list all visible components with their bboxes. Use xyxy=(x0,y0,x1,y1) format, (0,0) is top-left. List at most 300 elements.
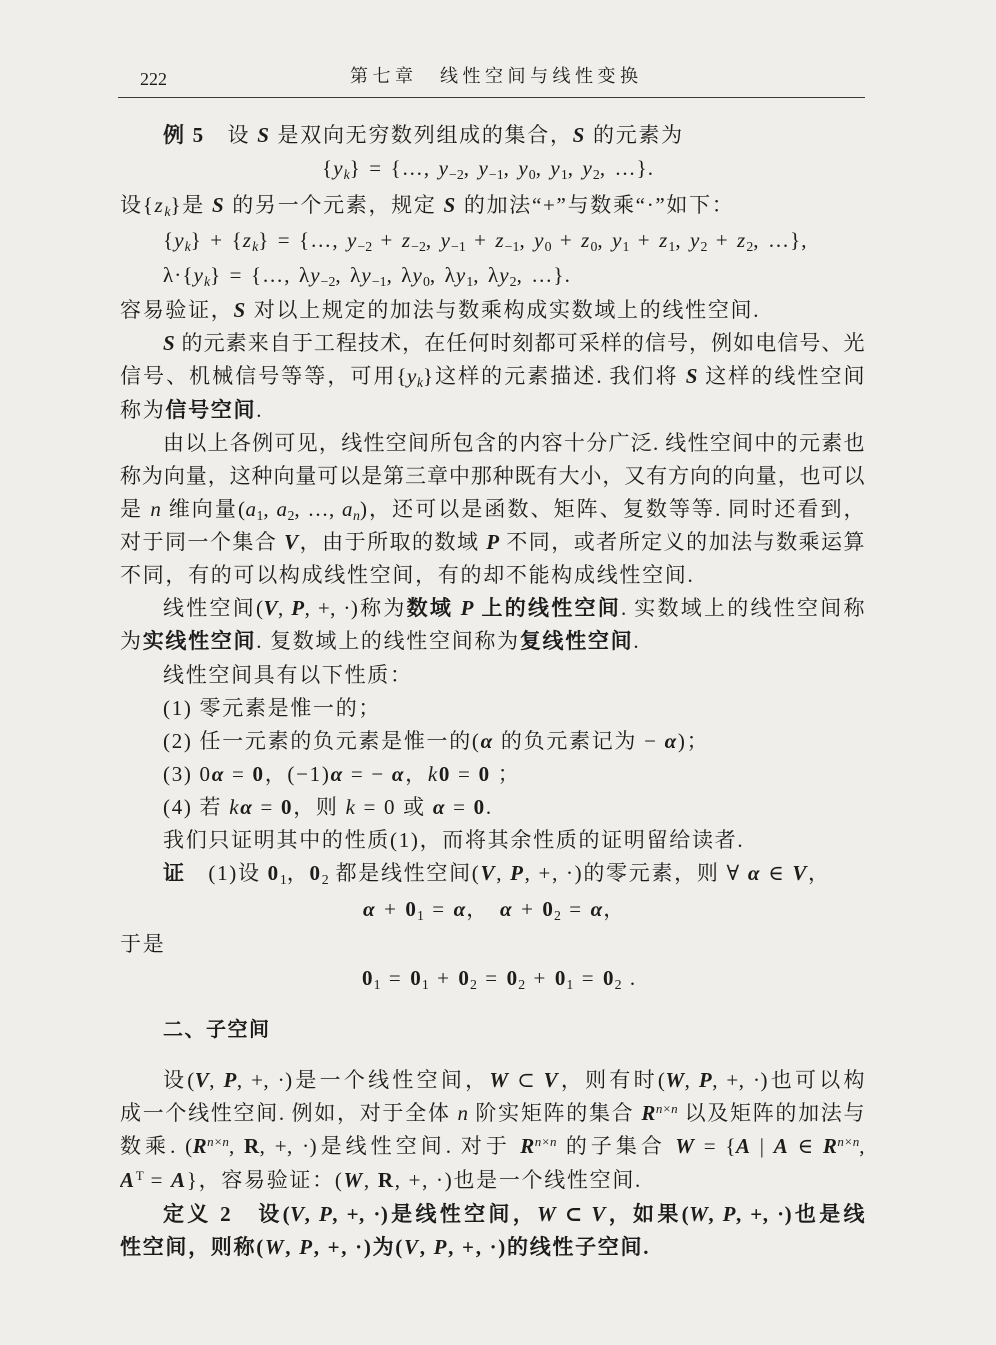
text-run: | xyxy=(750,1134,774,1158)
text-run: ⊂ xyxy=(556,1202,592,1226)
text-run: 成一个线性空间. 例如，对于全体 xyxy=(120,1101,458,1125)
subscript: 1 xyxy=(668,239,676,255)
text-run: ∈ xyxy=(788,1134,823,1158)
math-bold-italic: W xyxy=(537,1202,557,1226)
subscript: k xyxy=(252,239,259,255)
math-italic: k xyxy=(427,762,439,786)
bold-text: 0 xyxy=(405,897,417,921)
bold-text: 0 xyxy=(603,966,615,990)
subscript: 0 xyxy=(422,274,430,290)
paragraph-line xyxy=(120,559,865,592)
math-bold-italic: α xyxy=(664,729,678,753)
math-bold-italic: S xyxy=(685,364,698,388)
text-run: , +, ·)的线性子空间. xyxy=(448,1235,651,1259)
math-bold-italic: V xyxy=(263,596,279,620)
math-italic: n xyxy=(150,497,162,521)
example-5-line-1 xyxy=(163,119,865,152)
bold-text: 0 xyxy=(362,966,374,990)
math-bold-italic: A xyxy=(171,1168,187,1192)
text-run: , xyxy=(519,228,535,252)
text-run: , +, ·)也是一个线性空间. xyxy=(394,1168,642,1192)
text-run: 对于同一个集合 xyxy=(120,530,285,554)
text-run: = xyxy=(380,966,411,990)
text-run: (2) 任一元素的负元素是惟一的( xyxy=(163,729,481,753)
text-run: , λ xyxy=(473,263,500,287)
bold-text: 0 xyxy=(542,897,554,921)
text-run: . xyxy=(485,795,493,819)
subscript: 1 xyxy=(566,977,574,993)
math-italic: y xyxy=(550,156,561,180)
text-run: ， xyxy=(286,861,310,885)
math-bold-italic: W xyxy=(489,1068,509,1092)
subscript: −2 xyxy=(449,167,464,183)
subscript: −2 xyxy=(320,274,336,290)
bold-text: 0 xyxy=(281,795,294,819)
paragraph-line xyxy=(120,360,865,393)
text-run: } = {…, xyxy=(349,156,439,180)
math-bold-italic: V xyxy=(403,1235,420,1259)
text-run: , xyxy=(859,1134,865,1158)
math-bold-italic: α xyxy=(453,897,467,921)
math-bold-italic: W xyxy=(264,1235,286,1259)
math-italic: y xyxy=(412,263,423,287)
math-italic: z xyxy=(737,228,747,252)
math-italic: y xyxy=(455,263,467,287)
subscript: 2 xyxy=(321,872,329,888)
math-bold-italic: S xyxy=(163,331,176,355)
text-run: , xyxy=(463,156,479,180)
text-run: = xyxy=(423,897,454,921)
bold-text: 上的线性空间 xyxy=(474,596,621,620)
math-italic: k xyxy=(229,795,241,819)
subscript: k xyxy=(184,239,191,255)
text-run: )，还可以是函数、矩阵、复数等等. 同时还看到， xyxy=(359,497,865,521)
math-italic: z xyxy=(495,228,505,252)
math-italic: y xyxy=(440,228,452,252)
text-run: ，如果( xyxy=(605,1202,690,1226)
text-run: + xyxy=(512,897,543,921)
text-run: 称为 xyxy=(120,398,166,422)
sequence-formula xyxy=(322,152,865,185)
math-bold-italic: α xyxy=(590,897,604,921)
math-bold-italic: P xyxy=(291,596,305,620)
subscript: 1 xyxy=(256,508,264,524)
text-run: = − xyxy=(343,762,392,786)
math-bold-italic: R xyxy=(192,1134,208,1158)
math-bold-italic: P xyxy=(510,861,525,885)
subscript: 2 xyxy=(746,239,754,255)
text-run: 是 xyxy=(120,497,151,521)
paragraph-line xyxy=(120,460,865,493)
bold-text: 0 xyxy=(438,762,452,786)
math-bold-italic: V xyxy=(543,1068,559,1092)
proof-line xyxy=(120,928,865,961)
superscript: n×n xyxy=(837,1133,860,1149)
text-run: 设 xyxy=(204,123,258,147)
text-run: , …}, xyxy=(753,228,808,252)
text-run: . xyxy=(256,398,264,422)
text-run: 以及矩阵的加法与 xyxy=(677,1101,865,1125)
paragraph-line xyxy=(163,592,865,625)
math-bold-italic: α xyxy=(211,762,226,786)
subscript: 2 xyxy=(614,977,622,993)
paragraph-line xyxy=(120,1097,865,1130)
math-bold-italic: α xyxy=(480,729,494,753)
text-run: 是双向无穷数列组成的集合， xyxy=(270,123,573,147)
math-bold-italic: P xyxy=(299,1235,314,1259)
text-run: 我们只证明其中的性质(1)，而将其余性质的证明留给读者. xyxy=(163,828,745,852)
text-run: , xyxy=(675,228,691,252)
text-run: . xyxy=(621,966,637,990)
property-item xyxy=(163,758,865,791)
subscript: 0 xyxy=(528,167,536,183)
definition-line xyxy=(163,1198,865,1231)
text-run: = xyxy=(446,795,474,819)
math-bold-italic: R xyxy=(520,1134,535,1158)
subscript: 2 xyxy=(470,977,477,993)
text-run: 由以上各例可见，线性空间所包含的内容十分广泛. 线性空间中的元素也 xyxy=(163,431,865,455)
text-run: = 0 或 xyxy=(356,795,433,819)
math-bold-italic: P xyxy=(223,1068,237,1092)
text-run: , xyxy=(425,228,441,252)
math-bold-italic: α xyxy=(391,762,406,786)
math-bold-italic: α xyxy=(747,861,762,885)
text-run: , …}. xyxy=(516,263,571,287)
math-bold-italic: P xyxy=(698,1068,713,1092)
math-italic: y xyxy=(361,263,372,287)
text-run: 容易验证， xyxy=(120,298,234,322)
proof-formula xyxy=(362,962,865,995)
math-bold-italic: S xyxy=(572,123,587,147)
subscript: 0 xyxy=(590,239,598,255)
text-run: 这样的线性空间 xyxy=(697,364,865,388)
math-bold-italic: V xyxy=(290,1202,305,1226)
math-italic: y xyxy=(534,228,545,252)
chapter-title: 第七章 线性空间与线性变换 xyxy=(350,66,643,87)
bold-text: R xyxy=(377,1168,395,1192)
bold-text: 0 xyxy=(554,966,567,990)
text-run: , +, ·)是一个线性空间， xyxy=(236,1068,490,1092)
text-run: + xyxy=(428,966,459,990)
math-italic: y xyxy=(193,263,204,287)
text-run: 为 xyxy=(120,629,143,653)
subscript: 2 xyxy=(700,239,708,255)
math-italic: z xyxy=(401,228,412,252)
math-italic: z xyxy=(581,228,591,252)
text-run: = xyxy=(573,966,604,990)
math-italic: y xyxy=(478,156,489,180)
text-run: 的子集合 xyxy=(556,1134,676,1158)
property-item xyxy=(163,725,865,758)
math-bold-italic: W xyxy=(343,1168,364,1192)
bold-text: 数域 xyxy=(406,596,461,620)
subscript: 1 xyxy=(622,239,630,255)
subscript: 2 xyxy=(287,508,295,524)
text-run: 的另一个元素，规定 xyxy=(225,193,444,217)
text-run: } = {…, λ xyxy=(210,263,311,287)
math-italic: y xyxy=(499,263,510,287)
text-run: . 实数域上的线性空间称 xyxy=(621,596,865,620)
math-italic: y xyxy=(690,228,701,252)
text-run: = xyxy=(253,795,281,819)
text-run: , xyxy=(228,1134,244,1158)
text-run: (1)设 xyxy=(185,861,268,885)
text-run: = xyxy=(451,762,479,786)
subscript: 1 xyxy=(466,274,474,290)
subscript: 1 xyxy=(416,908,424,924)
math-italic: z xyxy=(659,228,669,252)
subscript: 2 xyxy=(592,167,600,183)
proof-formula xyxy=(363,893,865,926)
bold-text: 0 xyxy=(506,966,519,990)
bold-text: 0 xyxy=(267,861,280,885)
paragraph-line xyxy=(120,625,865,658)
bold-text: 例 5 xyxy=(163,123,205,147)
text-run: , xyxy=(597,228,613,252)
paragraph-line xyxy=(120,1164,865,1197)
math-bold-italic: R xyxy=(822,1134,838,1158)
math-bold-italic: α xyxy=(432,795,447,819)
paragraph-line xyxy=(163,1064,865,1097)
text-run: 线性空间( xyxy=(163,596,264,620)
text-run: + xyxy=(629,228,660,252)
math-bold-italic: P xyxy=(318,1202,333,1226)
text-run: 的加法“+”与数乘“·”如下： xyxy=(456,193,735,217)
text-run: , +, ·)也可以构 xyxy=(712,1068,865,1092)
bold-text: 证 xyxy=(163,861,186,885)
text-run: = { xyxy=(694,1134,736,1158)
math-italic: a xyxy=(245,497,257,521)
math-bold-italic: R xyxy=(641,1101,656,1125)
math-italic: y xyxy=(438,156,449,180)
math-bold-italic: W xyxy=(689,1202,709,1226)
text-run: (1) 零元素是惟一的； xyxy=(163,696,382,720)
subscript: 1 xyxy=(421,977,429,993)
math-bold-italic: α xyxy=(500,897,513,921)
text-run: }，容易验证：( xyxy=(186,1168,344,1192)
paragraph-line xyxy=(120,394,865,427)
text-run: ， xyxy=(405,762,428,786)
text-run: , xyxy=(285,1235,300,1259)
proof-line xyxy=(163,857,865,890)
subscript: k xyxy=(416,375,423,391)
text-run: , xyxy=(419,1235,434,1259)
subscript: −1 xyxy=(451,239,466,255)
text-run: ⊂ xyxy=(508,1068,544,1092)
section-heading: 二、子空间 xyxy=(163,1019,271,1041)
subscript: −1 xyxy=(371,274,387,290)
subscript: 0 xyxy=(544,239,552,255)
math-bold-italic: α xyxy=(240,795,254,819)
math-bold-italic: S xyxy=(211,193,226,217)
page-number: 222 xyxy=(140,69,167,89)
math-italic: y xyxy=(582,156,593,180)
math-bold-italic: A xyxy=(120,1168,136,1192)
math-italic: a xyxy=(276,497,288,521)
math-italic: y xyxy=(347,228,358,252)
text-run: . xyxy=(633,629,641,653)
text-run: + xyxy=(525,966,555,990)
superscript: n×n xyxy=(534,1133,557,1149)
text-run: ， xyxy=(466,897,500,921)
math-bold-italic: V xyxy=(194,1068,210,1092)
text-run: λ·{ xyxy=(163,263,194,287)
math-bold-italic: S xyxy=(443,193,457,217)
text-run: 的负元素记为 − xyxy=(493,729,665,753)
paragraph-line xyxy=(163,327,865,360)
text-run: (3) 0 xyxy=(163,762,212,786)
text-run: , …, xyxy=(294,497,343,521)
math-bold-italic: V xyxy=(480,861,497,885)
math-italic: y xyxy=(333,156,344,180)
text-run: , +, ·)也是线 xyxy=(736,1202,865,1226)
bold-text: 0 xyxy=(473,795,486,819)
text-run: , xyxy=(503,156,519,180)
text-run: , +, ·)的零元素，则 ∀ xyxy=(524,861,748,885)
text-run: 设( xyxy=(163,1068,195,1092)
math-bold-italic: S xyxy=(257,123,271,147)
text-run: ， xyxy=(603,897,626,921)
paragraph-line xyxy=(120,1130,865,1163)
text-run: } + { xyxy=(190,228,243,252)
subscript: k xyxy=(203,274,211,290)
math-bold-italic: P xyxy=(460,596,474,620)
text-run: 不同，或者所定义的加法与数乘运算 xyxy=(499,530,865,554)
text-run: , λ xyxy=(386,263,413,287)
text-run: (4) 若 xyxy=(163,795,230,819)
math-italic: y xyxy=(518,156,529,180)
text-run: , +, ·)称为 xyxy=(304,596,407,620)
text-run: , xyxy=(263,497,277,521)
property-item xyxy=(163,791,865,824)
math-italic: n xyxy=(457,1101,469,1125)
bold-text: 0 xyxy=(410,966,422,990)
math-bold-italic: A xyxy=(773,1134,789,1158)
math-bold-italic: S xyxy=(233,298,247,322)
text-run: }是 xyxy=(170,193,212,217)
text-run: , xyxy=(363,1168,378,1192)
subscript: −1 xyxy=(504,239,520,255)
text-run: 信号、机械信号等等，可用{ xyxy=(120,364,408,388)
text-run: , xyxy=(567,156,583,180)
text-run: + xyxy=(375,897,406,921)
text-run: , xyxy=(278,596,292,620)
text-run: + xyxy=(465,228,496,252)
text-run: 于是 xyxy=(120,932,166,956)
math-bold-italic: V xyxy=(591,1202,606,1226)
bold-text: 0 xyxy=(309,861,322,885)
text-run: 阶实矩阵的集合 xyxy=(468,1101,642,1125)
text-run: , +, ·)是线性空间. 对于 xyxy=(259,1134,521,1158)
superscript: n×n xyxy=(207,1133,229,1149)
math-bold-italic: P xyxy=(722,1202,736,1226)
text-run: }这样的元素描述. 我们将 xyxy=(423,364,686,388)
superscript: n×n xyxy=(655,1100,678,1116)
subscript: k xyxy=(343,167,350,183)
properties-intro xyxy=(163,659,865,692)
math-bold-italic: V xyxy=(792,861,809,885)
bold-text: R xyxy=(243,1134,260,1158)
text-run: + xyxy=(551,228,582,252)
text-run: , +, ·)为( xyxy=(313,1235,404,1259)
example-5-line-3 xyxy=(120,189,865,222)
paragraph-line xyxy=(163,427,865,460)
paragraph-line xyxy=(120,526,865,559)
math-bold-italic: W xyxy=(665,1068,685,1092)
math-italic: k xyxy=(345,795,357,819)
text-run: 维向量( xyxy=(161,497,246,521)
text-run: = xyxy=(143,1168,172,1192)
superscript: T xyxy=(135,1167,144,1183)
scalar-multiplication-formula xyxy=(163,259,865,292)
text-run: 的元素为 xyxy=(586,123,684,147)
text-run: )； xyxy=(677,729,710,753)
text-run: , xyxy=(708,1202,723,1226)
math-bold-italic: V xyxy=(284,530,299,554)
bold-text: 复线性空间 xyxy=(519,629,634,653)
text-run: 都是线性空间( xyxy=(328,861,481,885)
text-run: . 复数域上的线性空间称为 xyxy=(256,629,520,653)
addition-formula xyxy=(163,224,865,257)
text-run: , xyxy=(209,1068,224,1092)
bold-text: 0 xyxy=(252,762,265,786)
subscript: 2 xyxy=(518,977,526,993)
subscript: k xyxy=(164,204,171,220)
text-run: , λ xyxy=(335,263,362,287)
math-italic: y xyxy=(612,228,623,252)
text-run: { xyxy=(322,156,334,180)
text-run: 设{ xyxy=(120,193,155,217)
text-run: 线性空间具有以下性质： xyxy=(163,663,413,687)
subscript: 1 xyxy=(279,872,287,888)
subscript: 2 xyxy=(509,274,517,290)
math-italic: a xyxy=(342,497,354,521)
text-run: = xyxy=(225,762,253,786)
subscript: −2 xyxy=(357,239,373,255)
text-run: ； xyxy=(490,762,521,786)
text-run: , xyxy=(684,1068,699,1092)
subscript: −1 xyxy=(488,167,504,183)
math-bold-italic: α xyxy=(363,897,376,921)
subscript: 2 xyxy=(553,908,561,924)
math-italic: y xyxy=(407,364,417,388)
text-run: 的元素来自于工程技术，在任何时刻都可采样的信号，例如电信号、光 xyxy=(175,331,865,355)
bold-text: 实线性空间 xyxy=(142,629,257,653)
text-run: ，则有时( xyxy=(558,1068,666,1092)
math-italic: z xyxy=(242,228,253,252)
math-italic: y xyxy=(174,228,185,252)
bold-text: 0 xyxy=(458,966,471,990)
math-bold-italic: P xyxy=(433,1235,449,1259)
bold-text: 信号空间 xyxy=(165,398,257,422)
text-run: ∈ xyxy=(761,861,793,885)
subscript: 1 xyxy=(373,977,381,993)
text-run: = xyxy=(560,897,591,921)
math-italic: y xyxy=(310,263,321,287)
paragraph-line xyxy=(120,493,865,526)
bold-text: 0 xyxy=(478,762,491,786)
text-run: } = {…, xyxy=(258,228,348,252)
text-run: , xyxy=(496,861,511,885)
text-run: 性空间，则称( xyxy=(120,1235,265,1259)
text-run: = xyxy=(476,966,507,990)
math-bold-italic: α xyxy=(330,762,344,786)
text-run: ， xyxy=(808,861,831,885)
text-run: ，则 xyxy=(293,795,346,819)
text-run: { xyxy=(163,228,175,252)
text-run: ，由于所取的数域 xyxy=(298,530,487,554)
example-5-conclusion xyxy=(120,294,865,327)
